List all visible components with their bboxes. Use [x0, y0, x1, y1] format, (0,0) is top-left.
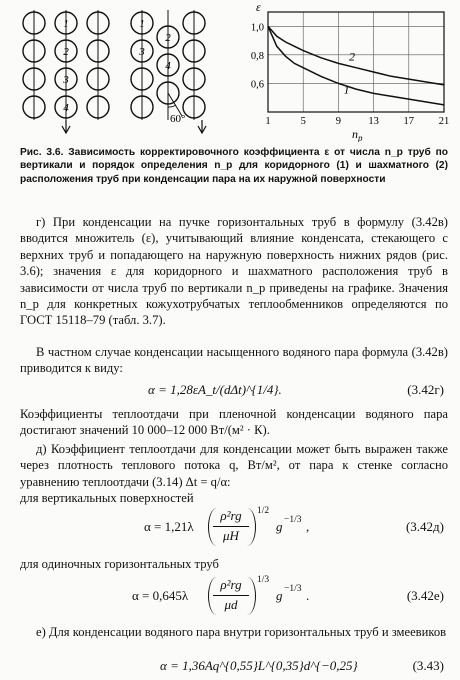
y-tick-label-0: 1,0	[250, 22, 264, 34]
equation-3-42e-exponent: 1/3	[257, 575, 270, 585]
chart-xlabel-main: n	[352, 127, 358, 141]
x-tick-label-5: 21	[438, 116, 450, 127]
paragraph-single-tubes: для одиночных горизонтальных труб	[20, 557, 219, 571]
figure-caption: Рис. 3.6. Зависимость корректировочного коэффициента ε от числа n_p труб по вертикали и порядок определения n_p для коридорного (1) и шахматного (2) расположения труб при конденсации пара на их наружной поверхности	[20, 147, 448, 185]
series-label-2: 2	[348, 49, 355, 64]
tube-label-3: 3	[63, 74, 69, 86]
equation-3-42e-number: (3.42е)	[406, 588, 444, 603]
chart-xlabel	[352, 127, 363, 142]
equation-3-42d-g: g	[276, 519, 283, 534]
equation-3-42d-fraction-bar	[213, 526, 249, 527]
equation-3-42e-dot: .	[306, 588, 310, 603]
chart-ylabel: ε	[256, 2, 261, 14]
series-line-1	[268, 26, 444, 105]
tube-label-4: 4	[63, 102, 69, 114]
y-tick-label-2: 0,6	[250, 79, 264, 91]
equation-3-42g	[20, 382, 448, 402]
equation-3-42e-fraction-bar	[213, 595, 249, 596]
paragraph-g: г) При конденсации на пучке горизонтальных труб в формулу (3.42в) вводится множитель (ε), учитывающий влияние конденсата, стекающего с верхних труб и попадающего на наружную поверхность нижних рядов (рис. 3.6); значения ε для коридорного и шахматного расположения труб в зависимости от числа труб по вертикали n_p приведены на графике. Значения n_p для конкретных кожухотрубчатых теплообменников определяются по ГОСТ 15118–79 (табл. 3.7).	[20, 215, 448, 328]
equation-3-42d-denominator: μH	[223, 528, 239, 543]
stagger-label-2: 2	[165, 32, 171, 44]
equation-3-42d-numerator: ρ²rg	[220, 508, 242, 523]
equation-3-42d	[20, 506, 448, 550]
equation-3-43-number: (3.43)	[412, 658, 444, 673]
equation-3-42g-body: α = 1,28εA_t/(dΔt)^{1/4}.	[148, 382, 282, 397]
equation-3-42d-lhs: α = 1,21λ	[144, 519, 194, 534]
tube-arrangement-diagram	[14, 6, 214, 136]
x-tick-label-1: 5	[300, 116, 306, 127]
equation-3-42d-number: (3.42д)	[405, 519, 444, 534]
series-line-2	[268, 26, 444, 85]
x-tick-label-2: 9	[335, 116, 342, 127]
chart-xlabel-sub: p	[358, 133, 363, 142]
equation-3-42d-g-exponent: −1/3	[284, 515, 302, 525]
y-tick-label-1: 0,8	[250, 50, 264, 62]
stagger-label-3: 3	[139, 46, 145, 58]
equation-3-42d-comma: ,	[306, 519, 310, 534]
chart-frame	[268, 12, 444, 112]
equation-3-43	[20, 658, 448, 678]
chart-series	[268, 26, 444, 105]
equation-3-42e-g: g	[276, 588, 283, 603]
stagger-label-1: 1	[139, 18, 145, 30]
paragraph-coefficients: Коэффициенты теплоотдачи при пленочной конденсации водяного пара достигают значений 10 000–12 000 Вт/(м² · К).	[20, 407, 448, 438]
tube-label-2: 2	[63, 46, 69, 58]
angle-label: 60°	[170, 113, 186, 125]
paragraph-vertical: для вертикальных поверхностей	[20, 491, 194, 505]
equation-3-43-body: α = 1,36Aq^{0,55}L^{0,35}d^{−0,25}	[160, 658, 358, 673]
chart-border	[268, 12, 444, 112]
equation-3-42e-g-exponent: −1/3	[284, 584, 302, 594]
stagger-label-4: 4	[165, 60, 171, 72]
equation-3-42e-lhs: α = 0,645λ	[132, 588, 189, 603]
equation-3-42d-exponent: 1/2	[257, 506, 270, 516]
paragraph-e: е) Для конденсации водяного пара внутри горизонтальных труб и змеевиков	[36, 625, 447, 639]
paragraph-d: д) Коэффициент теплоотдачи для конденсации может быть выражен также через плотность теплового потока q, Вт/м², от пара к стенке согласно уравнению теплоотдачи (3.14) Δt = q/α:	[20, 442, 448, 489]
x-tick-label-3: 13	[368, 116, 379, 127]
chart-grid	[268, 12, 444, 112]
epsilon-chart	[232, 2, 454, 142]
flow-arrow-right	[198, 120, 206, 133]
tube-label-1: 1	[63, 18, 69, 30]
paragraph-partial-case: В частном случае конденсации насыщенного водяного пара формула (3.42в) приводится к виду:	[20, 345, 448, 376]
equation-3-42e-denominator: μd	[224, 597, 238, 612]
equation-3-42e	[20, 575, 448, 619]
x-tick-label-4: 17	[403, 116, 415, 127]
x-tick-label-0: 1	[265, 116, 271, 127]
equation-3-42e-numerator: ρ²rg	[220, 577, 242, 592]
series-label-1: 1	[343, 82, 350, 97]
equation-3-42g-number: (3.42г)	[407, 382, 444, 397]
flow-arrow-left	[62, 120, 70, 133]
